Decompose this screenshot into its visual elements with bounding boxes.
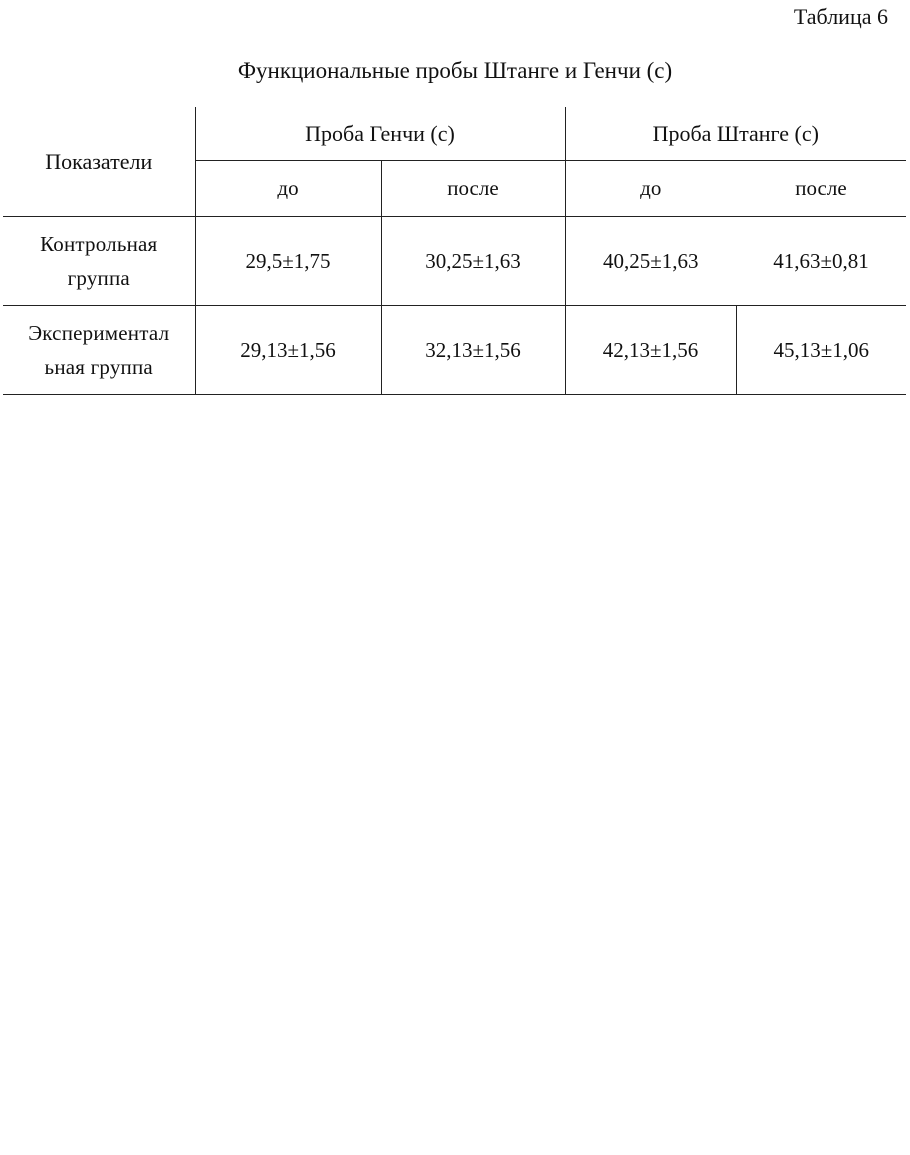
group-header-genchi: Проба Генчи (с) (195, 107, 565, 161)
column-header-indicators: Показатели (3, 107, 195, 217)
table-cell: 42,13±1,56 (565, 306, 736, 395)
subheader-shtange-after: после (736, 161, 906, 217)
results-table (3, 107, 906, 395)
subheader-genchi-before: до (195, 161, 381, 217)
row-label-control (3, 217, 195, 306)
table-cell: 30,25±1,63 (381, 217, 565, 306)
table-cell: 29,13±1,56 (195, 306, 381, 395)
table-title: Функциональные пробы Штанге и Генчи (с) (237, 58, 673, 83)
row-label-experimental (3, 306, 195, 395)
table-cell: 45,13±1,06 (736, 306, 906, 395)
table-header-row (3, 107, 906, 161)
table-row (3, 217, 906, 306)
table-cell: 41,63±0,81 (736, 217, 906, 306)
subheader-genchi-after: после (381, 161, 565, 217)
table-number: Таблица 6 (793, 4, 888, 29)
table-cell: 29,5±1,75 (195, 217, 381, 306)
table-cell: 40,25±1,63 (565, 217, 736, 306)
row-label-line: ьная группа (44, 355, 153, 379)
subheader-shtange-before: до (565, 161, 736, 217)
row-label-line: Экспериментал (28, 321, 170, 345)
table-cell: 32,13±1,56 (381, 306, 565, 395)
row-label-line: группа (67, 266, 130, 290)
row-label-line: Контрольная (40, 232, 158, 256)
table-row (3, 306, 906, 395)
group-header-shtange: Проба Штанге (с) (565, 107, 906, 161)
